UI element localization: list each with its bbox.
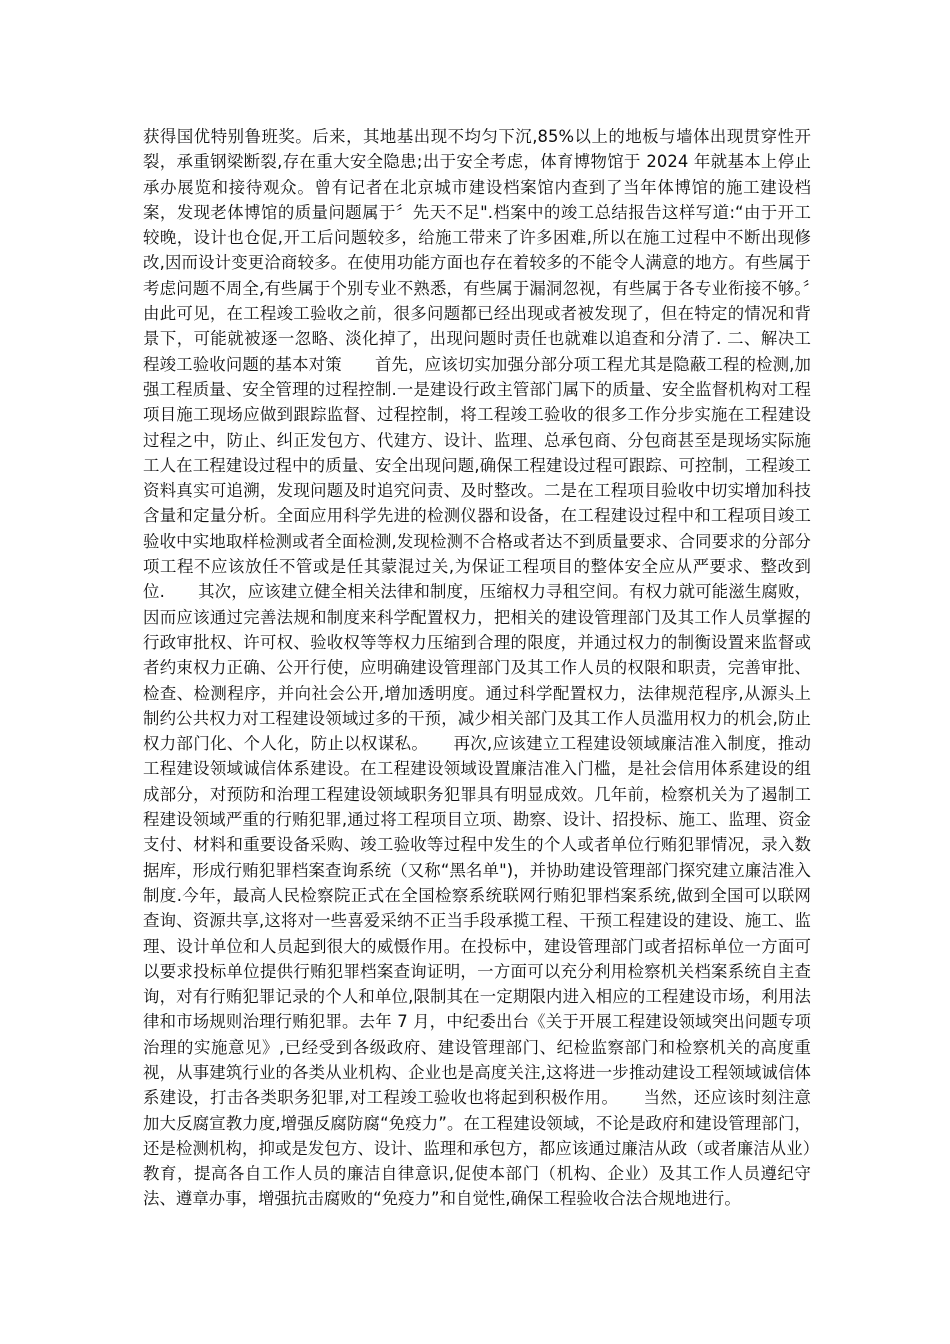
body-paragraph: 获得国优特别鲁班奖。后来，其地基出现不均匀下沉,85%以上的地板与墙体出现贯穿性开裂，承重钢梁断裂,存在重大安全隐患;出于安全考虑，体育博物馆于 2024 年就基本上停止承办展览和接待观众。曾有记者在北京城市建设档案馆内查到了当年体博馆的施工建设档案，发现老体博馆的质量问题属于〞先天不足".档案中的竣工总结报告这样写道:“由于开工较晚，设计也仓促,开工后问题较多，给施工带来了许多困难,所以在施工过程中不断出现修改,因而设计变更洽商较多。在使用功能方面也存在着较多的不能令人满意的地方。有些属于考虑问题不周全,有些属于个别专业不熟悉，有些属于漏洞忽视，有些属于各专业衔接不够。〞由此可见，在工程竣工验收之前，很多问题都已经出现或者被发现了，但在特定的情况和背景下，可能就被逐一忽略、淡化掉了，出现问题时责任也就难以追查和分清了. 二、解决工程竣工验收问题的基本对策 首先，应该切实加强分部分项工程尤其是隐蔽工程的检测,加强工程质量、安全管理的过程控制.一是建设行政主管部门属下的质量、安全监督机构对工程项目施工现场应做到跟踪监督、过程控制，将工程竣工验收的很多工作分步实施在工程建设过程之中，防止、纠正发包方、代建方、设计、监理、总承包商、分包商甚至是现场实际施工人在工程建设过程中的质量、安全出现问题,确保工程建设过程可跟踪、可控制，工程竣工资料真实可追溯，发现问题及时追究问责、及时整改。二是在工程项目验收中切实增加科技含量和定量分析。全面应用科学先进的检测仪器和设备，在工程建设过程中和工程项目竣工验收中实地取样检测或者全面检测,发现检测不合格或者达不到质量要求、合同要求的分部分项工程不应该放任不管或是任其蒙混过关,为保证工程项目的整体安全应从严要求、整改到位. 其次，应该建立健全相关法律和制度，压缩权力寻租空间。有权力就可能滋生腐败，因而应该通过完善法规和制度来科学配置权力，把相关的建设管理部门及其工作人员掌握的行政审批权、许可权、验收权等等权力压缩到合理的限度，并通过权力的制衡设置来监督或者约束权力正确、公开行使，应明确建设管理部门及其工作人员的权限和职责，完善审批、检查、检测程序，并向社会公开,增加透明度。通过科学配置权力，法律规范程序,从源头上制约公共权力对工程建设领域过多的干预，减少相关部门及其工作人员滥用权力的机会,防止权力部门化、个人化，防止以权谋私。 再次,应该建立工程建设领域廉洁准入制度，推动工程建设领域诚信体系建设。在工程建设领域设置廉洁准入门槛，是社会信用体系建设的组成部分，对预防和治理工程建设领域职务犯罪具有明显成效。几年前，检察机关为了遏制工程建设领域严重的行贿犯罪,通过将工程项目立项、勘察、设计、招投标、施工、监理、资金支付、材料和重要设备采购、竣工验收等过程中发生的个人或者单位行贿犯罪情况，录入数据库，形成行贿犯罪档案查询系统（又称“黑名单")，并协助建设管理部门探究建立廉洁准入制度.今年，最高人民检察院正式在全国检察系统联网行贿犯罪档案系统,做到全国可以联网查询、资源共享,这将对一些喜爱采纳不正当手段承揽工程、干预工程建设的建设、施工、监理、设计单位和人员起到很大的威慑作用。在投标中，建设管理部门或者招标单位一方面可以要求投标单位提供行贿犯罪档案查询证明，一方面可以充分利用检察机关档案系统自主查询，对有行贿犯罪记录的个人和单位,限制其在一定期限内进入相应的工程建设市场，利用法律和市场规则治理行贿犯罪。去年 7 月，中纪委出台《关于开展工程建设领域突出问题专项治理的实施意见》,已经受到各级政府、建设管理部门、纪检监察部门和检察机关的高度重视，从事建筑行业的各类从业机构、企业也是高度关注,这将进一步推动建设工程领域诚信体系建设，打击各类职务犯罪,对工程竣工验收也将起到积极作用。 当然，还应该时刻注意加大反腐宣教力度,增强反腐防腐“免疫力”。在工程建设领域，不论是政府和建设管理部门，还是检测机构，抑或是发包方、设计、监理和承包方，都应该通过廉洁从政（或者廉洁从业）教育，提高各自工作人员的廉洁自律意识,促使本部门（机构、企业）及其工作人员遵纪守法、遵章办事，增强抗击腐败的“免疫力”和自觉性,确保工程验收合法合规地进行。	[143, 127, 811, 1209]
